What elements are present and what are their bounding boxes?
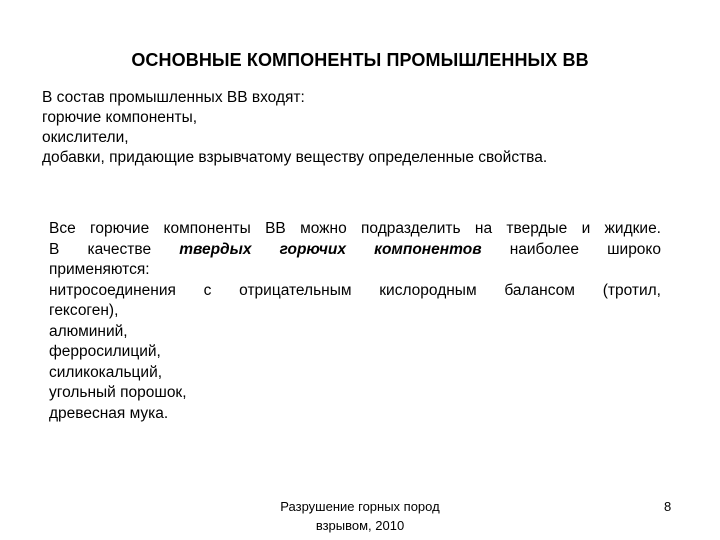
list-item: силикокальций, xyxy=(49,363,163,381)
list-item: древесная мука. xyxy=(49,404,169,422)
list-item: алюминий, xyxy=(49,322,128,340)
body-line: Все горючие компоненты ВВ можно подразделить на твердые и жидкие. xyxy=(49,220,661,237)
list-item: ферросилиций, xyxy=(49,343,161,360)
body-line: применяются: xyxy=(49,261,150,278)
body-text: В качестве xyxy=(49,240,152,258)
body-line: нитросоединения с отрицательным кислородным балансом (тротил, xyxy=(49,281,661,299)
body-line-emphasis xyxy=(49,240,661,261)
body-text: наиболее широко xyxy=(509,240,662,258)
intro-line: В состав промышленных ВВ входят: xyxy=(42,89,305,106)
page-number: 8 xyxy=(664,499,672,514)
footer-caption xyxy=(250,497,470,535)
footer-line: Разрушение горных пород xyxy=(280,499,440,514)
intro-line: горючие компоненты, xyxy=(42,109,198,126)
emphasis-text: твердых горючих компонентов xyxy=(179,240,482,258)
body-line: гексоген), xyxy=(49,302,119,319)
body-block xyxy=(49,219,661,424)
intro-block xyxy=(42,88,682,168)
intro-line: окислители, xyxy=(42,129,129,146)
footer-line: взрывом, 2010 xyxy=(315,518,405,533)
slide-title: ОСНОВНЫЕ КОМПОНЕНТЫ ПРОМЫШЛЕННЫХ ВВ xyxy=(131,50,589,70)
list-item: угольный порошок, xyxy=(49,384,187,401)
intro-line: добавки, придающие взрывчатому веществу определенные свойства. xyxy=(42,149,548,166)
